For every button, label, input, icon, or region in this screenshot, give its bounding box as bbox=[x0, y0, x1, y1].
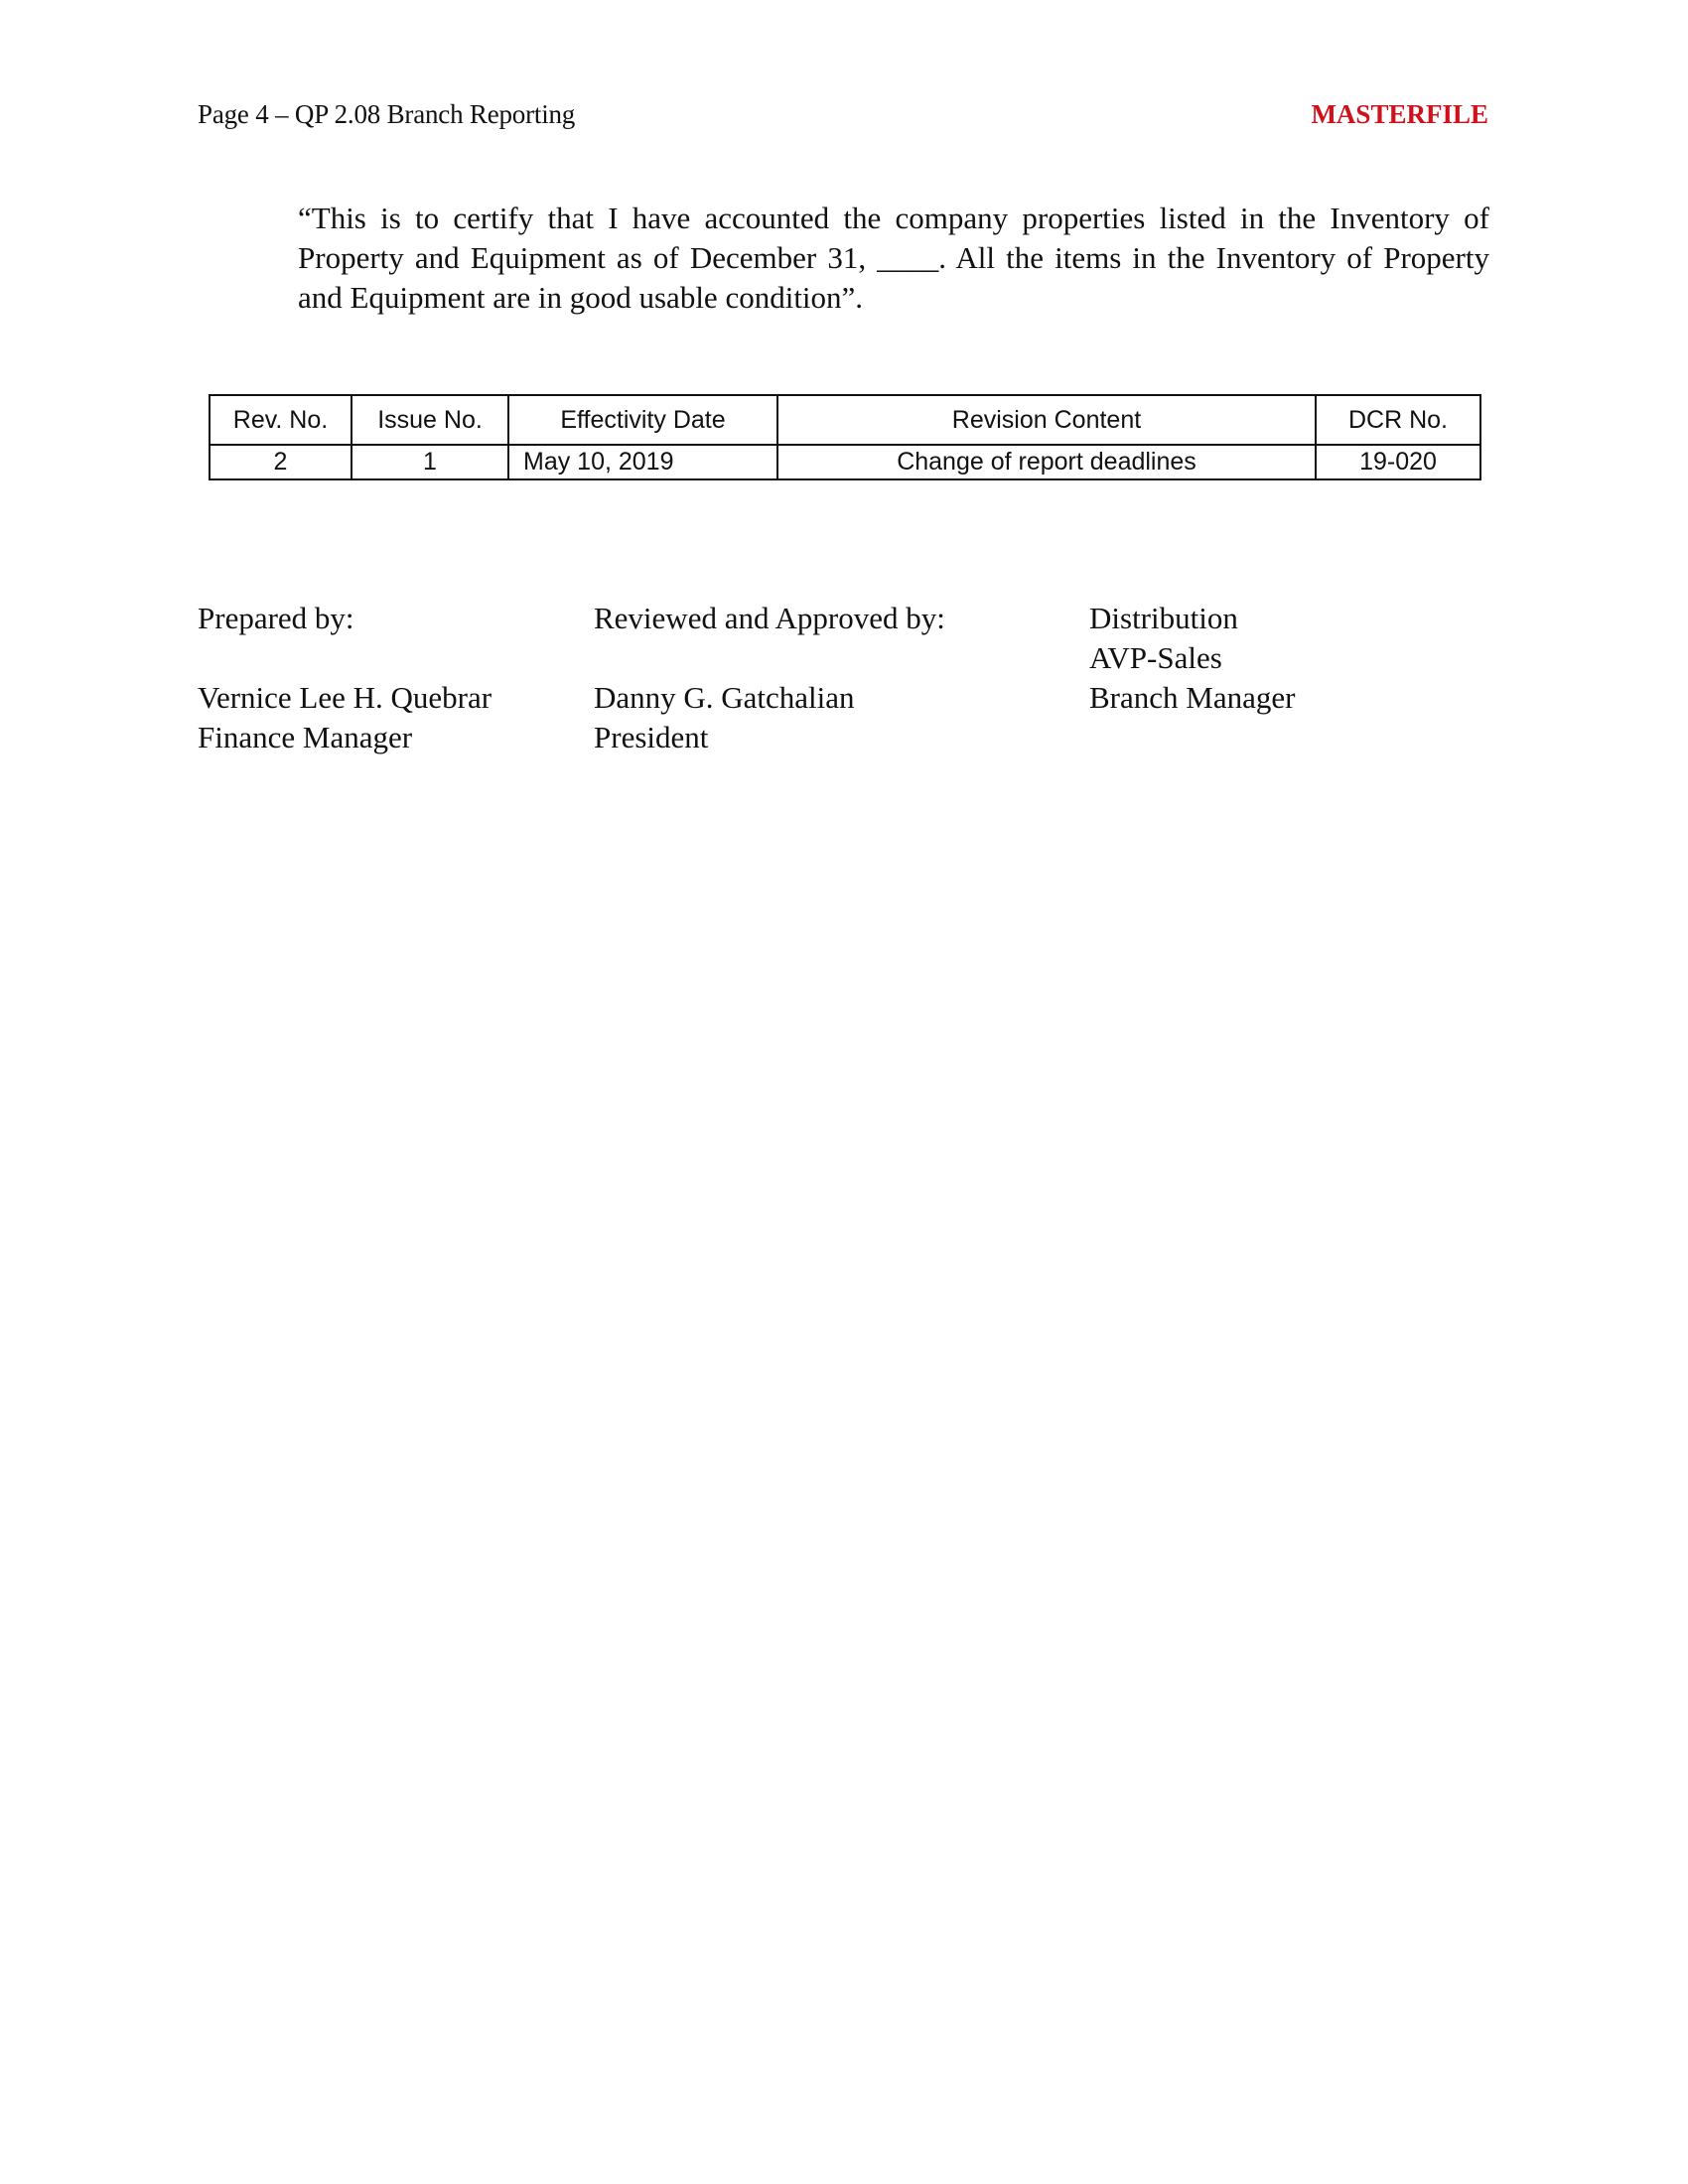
cell-dcr-no: 19-020 bbox=[1316, 445, 1480, 479]
approved-by-title: President bbox=[594, 720, 709, 754]
table-header-row bbox=[210, 395, 1480, 445]
cell-rev-no: 2 bbox=[210, 445, 352, 479]
header-dcr-no: DCR No. bbox=[1316, 395, 1480, 445]
page-header-title: Page 4 – QP 2.08 Branch Reporting bbox=[198, 99, 576, 129]
header-effectivity-date: Effectivity Date bbox=[508, 395, 777, 445]
table-row bbox=[210, 445, 1480, 479]
revision-table bbox=[209, 394, 1481, 480]
header-issue-no: Issue No. bbox=[352, 395, 508, 445]
header-rev-no: Rev. No. bbox=[210, 395, 352, 445]
cell-revision-content: Change of report deadlines bbox=[777, 445, 1316, 479]
cell-effectivity-date: May 10, 2019 bbox=[508, 445, 777, 479]
approved-by-name: Danny G. Gatchalian bbox=[594, 680, 855, 715]
prepared-by-label: Prepared by: bbox=[198, 601, 354, 635]
distribution-item: Branch Manager bbox=[1089, 680, 1296, 715]
cell-issue-no: 1 bbox=[352, 445, 508, 479]
distribution-block bbox=[1089, 599, 1295, 718]
prepared-by-title: Finance Manager bbox=[198, 720, 413, 754]
header-revision-content: Revision Content bbox=[777, 395, 1316, 445]
approved-by-block bbox=[594, 599, 945, 757]
prepared-by-name: Vernice Lee H. Quebrar bbox=[198, 680, 492, 715]
prepared-by-block bbox=[198, 599, 492, 757]
distribution-item: AVP-Sales bbox=[1089, 640, 1222, 675]
approved-by-label: Reviewed and Approved by: bbox=[594, 601, 945, 635]
masterfile-label: MASTERFILE bbox=[1311, 99, 1488, 129]
certification-statement: “This is to certify that I have accounted the company properties listed in the Inventory of Property and Equipment as of December 31, ____. All the items in the Inventory of Property and Equipment are in good usable condition”. bbox=[298, 201, 1489, 315]
distribution-label: Distribution bbox=[1089, 601, 1238, 635]
